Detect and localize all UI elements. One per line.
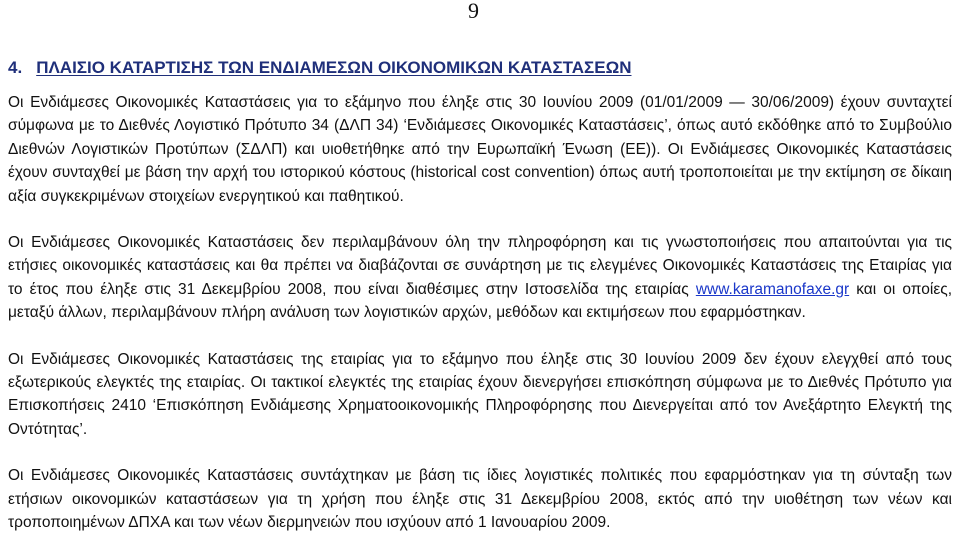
paragraph-basis-of-preparation: Οι Ενδιάμεσες Οικονομικές Καταστάσεις για το εξάμηνο που έληξε στις 30 Ιουνίου 2009 (01/01/2009 ― 30/06/2009) έχουν συνταχτεί σύμφωνα με το Διεθνές Λογιστικό Πρότυπο 34 (ΔΛΠ 34) ‘Ενδιάμεσες Οικονομικές Καταστάσεις’, όπως αυτό εκδόθηκε από το Συμβούλιο Διεθνών Λογιστικών Προτύπων (ΣΔΛΠ) και υιοθετήθηκε από την Ευρωπαϊκή Ένωση (ΕΕ)). Οι Ενδιάμεσες Οικονομικές Καταστάσεις έχουν συνταχθεί με βάση την αρχή του ιστορικού κόστους (historical cost convention) όπως αυτή τροποποιείται με την εκτίμηση σε δίκαιη αξία συγκεκριμένων στοιχείων ενεργητικού και παθητικού. bbox=[8, 94, 952, 205]
company-website-link[interactable]: www.karamanofaxe.gr bbox=[695, 280, 850, 298]
section-heading bbox=[8, 57, 948, 79]
paragraph-accounting-policies: Οι Ενδιάμεσες Οικονομικές Καταστάσεις συντάχτηκαν με βάση τις ίδιες λογιστικές πολιτικές που εφαρμόστηκαν για τη σύνταξη των ετήσιων οικονομικών καταστάσεων για τη χρήση που έληξε στις 31 Δεκεμβρίου 2008, εκτός από την υιοθέτηση των νέων και τροποποιημένων ΔΠΧΑ και των νέων διερμηνειών που ισχύουν από 1 Ιανουαρίου 2009. bbox=[8, 467, 952, 532]
section-number: 4. bbox=[8, 58, 23, 77]
paragraph-text: Οι Ενδιάμεσες Οικονομικές Καταστάσεις δεν περιλαμβάνουν όλη την πληροφόρηση και τις γνωστοποιήσεις που απαιτούνται για τις ετήσιες οικονομικές καταστάσεις και θα πρέπει να διαβάζονται σε συνάρτηση με τις ελεγμένες Οικονομικές Καταστάσεις της Εταιρίας για το έτος που έληξε στις 31 Δεκεμβρίου 2008, που είναι διαθέσιμες στην Ιστοσελίδα της εταιρίας bbox=[8, 234, 952, 298]
paragraph-annual-statements-reference bbox=[8, 231, 952, 325]
paragraph-audit-review: Οι Ενδιάμεσες Οικονομικές Καταστάσεις της εταιρίας για το εξάμηνο που έληξε στις 30 Ιουνίου 2009 δεν έχουν ελεγχθεί από τους εξωτερικούς ελεγκτές της εταιρίας. Οι τακτικοί ελεγκτές της εταιρίας έχουν διενεργήσει επισκόπηση σύμφωνα με το Διεθνές Πρότυπο για Επισκοπήσεις 2410 ‘Επισκόπηση Ενδιάμεσης Χρηματοοικονομικής Πληροφόρησης που Διενεργείται από τον Ανεξάρτητο Ελεγκτή της Οντότητας’. bbox=[8, 350, 952, 438]
section-title: ΠΛΑΙΣΙΟ ΚΑΤΑΡΤΙΣΗΣ ΤΩΝ ΕΝΔΙΑΜΕΣΩΝ ΟΙΚΟΝΟΜΙΚΩΝ ΚΑΤΑΣΤΑΣΕΩΝ bbox=[36, 58, 632, 77]
paragraph-text: και οι οποίες, μεταξύ άλλων, περιλαμβάνουν πλήρη ανάλυση των λογιστικών αρχών, μεθόδων και εκτιμήσεων που εφαρμόστηκαν. bbox=[8, 280, 953, 322]
body-text bbox=[8, 91, 952, 558]
page-number: 9 bbox=[468, 0, 479, 23]
